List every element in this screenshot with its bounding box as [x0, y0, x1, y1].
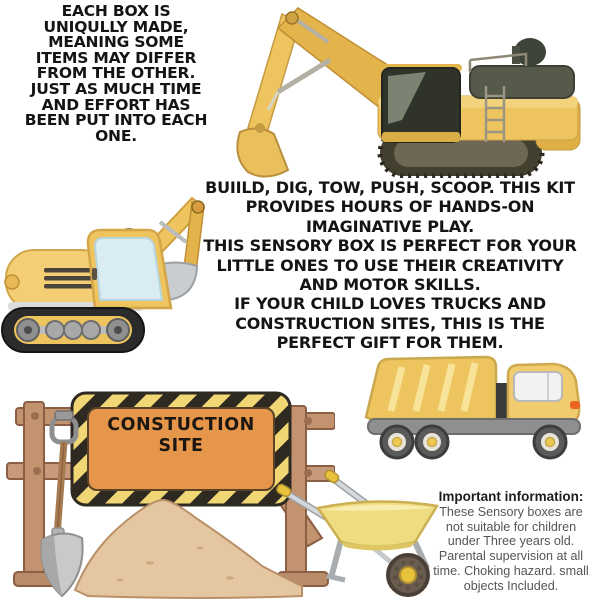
- text-line: IF YOUR CHILD LOVES TRUCKS AND: [234, 294, 546, 314]
- text-line: AND MOTOR SKILLS.: [299, 275, 481, 295]
- sand-pile-illustration: [75, 500, 302, 598]
- text-line: BEEN PUT INTO EACH: [24, 111, 208, 130]
- text-line: ITEMS MAY DIFFER: [35, 48, 197, 67]
- text-line: not suitable for children: [445, 519, 577, 534]
- text-line: Parental supervision at all: [438, 549, 584, 564]
- text-line: UNIQULLY MADE,: [43, 17, 189, 36]
- sign-line-2: SITE: [158, 436, 204, 456]
- shovel-illustration: [41, 411, 82, 596]
- important-info: [422, 489, 600, 593]
- mini-excavator-illustration: [0, 190, 215, 360]
- text-line: ONE.: [95, 126, 137, 145]
- text-line: LITTLE ONES TO USE THEIR CREATIVITY: [216, 255, 564, 275]
- text-line: time. Choking hazard. small: [433, 563, 589, 578]
- text-line: THIS SENSORY BOX IS PERFECT FOR YOUR: [203, 236, 577, 256]
- text-line: IMAGINATIVE PLAY.: [305, 216, 474, 236]
- text-line: PERFECT GIFT FOR THEM.: [276, 333, 504, 353]
- text-line: FROM THE OTHER.: [36, 64, 196, 83]
- dump-truck-illustration: [358, 355, 593, 460]
- text-line: MEANING SOME: [48, 33, 184, 52]
- wheelbarrow-tray: [318, 501, 437, 550]
- text-line: AND EFFORT HAS: [41, 95, 191, 114]
- text-line: JUST AS MUCH TIME: [30, 79, 202, 98]
- mini-excavator-tracks: [2, 308, 144, 352]
- text-line: These Sensory boxes are: [439, 505, 583, 519]
- text-line: under Three years old.: [447, 534, 575, 549]
- sign-line-1: CONSTUCTION: [107, 415, 255, 435]
- construction-sign-text: [80, 415, 282, 457]
- text-line: CONSTRUCTION SITES, THIS IS THE: [235, 313, 545, 333]
- excavator-cab: [380, 64, 462, 142]
- truck-marker-light: [570, 401, 580, 409]
- important-info-heading: Important information:: [438, 489, 584, 504]
- truck-bed: [366, 357, 496, 419]
- truck-cab: [508, 364, 580, 421]
- mini-excavator-cab: [88, 230, 171, 308]
- product-description: [178, 178, 600, 353]
- text-line: EACH BOX IS: [61, 2, 171, 20]
- large-excavator-illustration: [230, 0, 600, 178]
- uniqueness-note: [0, 4, 232, 144]
- text-line: PROVIDES HOURS OF HANDS-ON: [245, 197, 535, 217]
- text-line: objects Included.: [463, 578, 559, 593]
- excavator-bucket: [237, 123, 288, 177]
- text-line: BUIILD, DIG, TOW, PUSH, SCOOP. THIS KIT: [205, 178, 575, 197]
